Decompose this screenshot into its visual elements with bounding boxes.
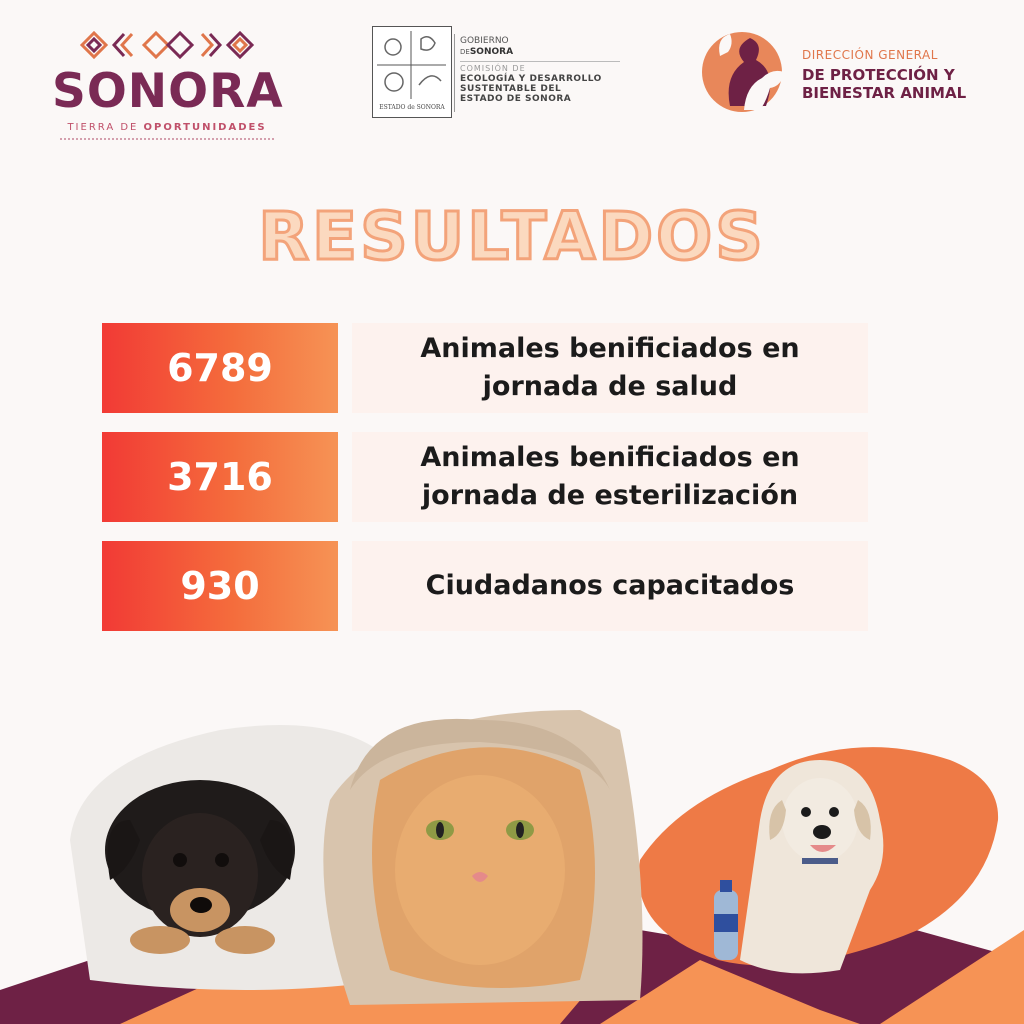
direccion-name-line: DE PROTECCIÓN Y (802, 66, 955, 84)
gobierno-word: GOBIERNO (460, 36, 509, 46)
direccion-name-line: BIENESTAR ANIMAL (802, 84, 967, 102)
result-description-box (352, 541, 868, 631)
gobierno-label (460, 36, 513, 58)
sonora-logo (52, 22, 282, 134)
sonora-tagline (52, 122, 282, 133)
result-number: 3716 (167, 455, 273, 499)
result-row (102, 432, 868, 522)
result-description: Animales benificiados en jornada de salud (420, 333, 800, 402)
comision-label: COMISIÓN DE (460, 64, 526, 73)
result-number-box (102, 541, 338, 631)
page-title: RESULTADOS (258, 198, 766, 275)
de-sonora (460, 47, 513, 58)
direccion-general-label: DIRECCIÓN GENERAL (802, 48, 938, 62)
gob-de: DE (460, 48, 470, 56)
result-description-box (352, 323, 868, 413)
sonora-tagline-b: OPORTUNIDADES (143, 122, 267, 133)
result-row (102, 323, 868, 413)
pets-photo-collage (0, 700, 1024, 1024)
result-description: Animales benificiados en jornada de esterilización (420, 442, 800, 511)
result-number-box (102, 432, 338, 522)
sonora-pattern-icon (72, 22, 262, 68)
gobierno-ecologia-logo (368, 24, 630, 120)
sonora-wordmark: SONORA (52, 64, 284, 119)
pets-emblem-icon (700, 26, 796, 122)
result-description: Ciudadanos capacitados (425, 570, 795, 601)
result-number: 6789 (167, 346, 273, 390)
shield-art-icon (373, 27, 450, 103)
shield-caption: ESTADO de SONORA (379, 104, 445, 111)
comision-line: ESTADO DE SONORA (460, 94, 572, 104)
direccion-name (802, 66, 966, 102)
result-description-box (352, 432, 868, 522)
comision-line: ECOLOGÍA Y DESARROLLO (460, 74, 602, 84)
gob-divider (454, 34, 455, 112)
result-row (102, 541, 868, 631)
sonora-dotted-rule (60, 138, 274, 142)
comision-line: SUSTENTABLE DEL (460, 84, 562, 94)
result-number: 930 (180, 564, 260, 608)
gob-sonora: SONORA (469, 47, 514, 57)
cat-photo-icon (323, 710, 642, 1005)
result-number-box (102, 323, 338, 413)
sonora-tagline-a: TIERRA DE (67, 122, 144, 133)
gob-rule (460, 61, 620, 62)
comision-name (460, 74, 602, 104)
direccion-bienestar-animal-logo (700, 26, 990, 122)
